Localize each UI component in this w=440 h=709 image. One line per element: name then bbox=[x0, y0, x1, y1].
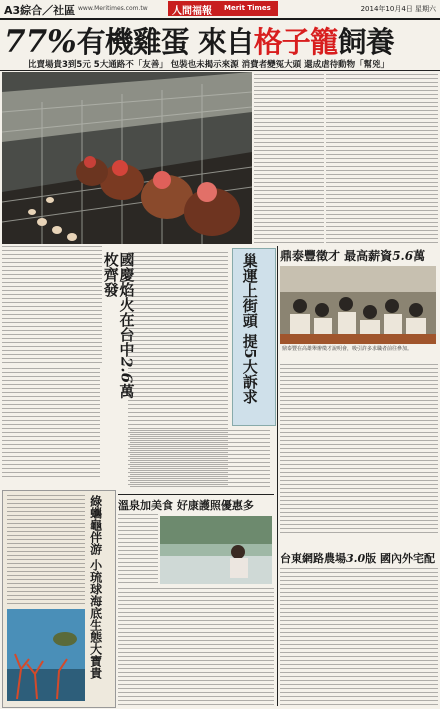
headline-divider bbox=[0, 70, 440, 71]
torch-article-text bbox=[2, 368, 100, 478]
jobs-article-text bbox=[280, 364, 438, 534]
headline-part1: 有機雞蛋 來自 bbox=[76, 25, 254, 59]
chicken-cage-illustration bbox=[2, 72, 252, 244]
hotspring-headline: 溫泉加美食 好康護照優惠多 bbox=[118, 499, 254, 512]
column-divider-right bbox=[277, 246, 278, 706]
subheadline: 比賣場貴3到5元 5大通路不「友善」 包裝也未揭示來源 消費者變冤大頭 還成虐待動物「幫兇」 bbox=[28, 60, 390, 70]
headline-percent: 77% bbox=[4, 24, 77, 60]
hotspring-illustration bbox=[160, 516, 272, 584]
headline-highlight: 格子籠 bbox=[253, 25, 338, 59]
lead-article-text-mid bbox=[254, 74, 324, 246]
turtle-title: 綠蠵龜伴游 小琉球海底生態大寶貴 bbox=[88, 495, 103, 680]
main-headline bbox=[4, 20, 436, 60]
jobs-photo-caption: 鼎泰豐在高雄舉辦徵才說明會，吸引許多求職者前往參加。 bbox=[282, 346, 413, 352]
logo-english: Merit Times bbox=[224, 4, 271, 12]
lead-article-text-right bbox=[326, 74, 438, 246]
site-url: www.Meritimes.com.tw bbox=[78, 5, 148, 12]
hotspring-divider bbox=[118, 494, 274, 495]
jobs-fair-photo bbox=[280, 266, 436, 344]
hotspring-article-text-2 bbox=[118, 588, 274, 706]
campaign-article-text bbox=[130, 430, 270, 490]
farm-headline: 台東網路農場3.0版 國內外宅配 bbox=[280, 552, 435, 565]
hotspring-photo bbox=[160, 516, 272, 584]
logo bbox=[168, 1, 278, 16]
farm-article-text bbox=[280, 568, 438, 706]
torch-headline bbox=[101, 252, 136, 402]
turtle-box bbox=[2, 490, 116, 708]
turtle-photo bbox=[7, 609, 85, 701]
issue-date: 2014年10月4日 星期六 bbox=[360, 5, 436, 13]
jobs-fair-illustration bbox=[280, 266, 436, 344]
turtle-article-text bbox=[7, 495, 85, 605]
torch-title: 國慶焰火在台中2.6萬枚齊發 bbox=[101, 252, 136, 399]
lead-article-text-left bbox=[2, 246, 102, 364]
logo-chinese: 人間福報 bbox=[172, 6, 212, 17]
headline-part2: 飼養 bbox=[337, 25, 394, 59]
campaign-title: 巢運上街頭 提5大訴求 bbox=[240, 253, 259, 404]
campaign-box bbox=[232, 248, 276, 426]
masthead bbox=[0, 0, 440, 20]
hotspring-article-text bbox=[118, 514, 158, 584]
jobs-headline: 鼎泰豐徵才 最高薪資5.6萬 bbox=[280, 249, 426, 263]
section-label: A3綜合／社區 bbox=[4, 4, 76, 17]
coral-reef-illustration bbox=[7, 609, 85, 701]
chicken-cage-photo bbox=[2, 72, 252, 244]
